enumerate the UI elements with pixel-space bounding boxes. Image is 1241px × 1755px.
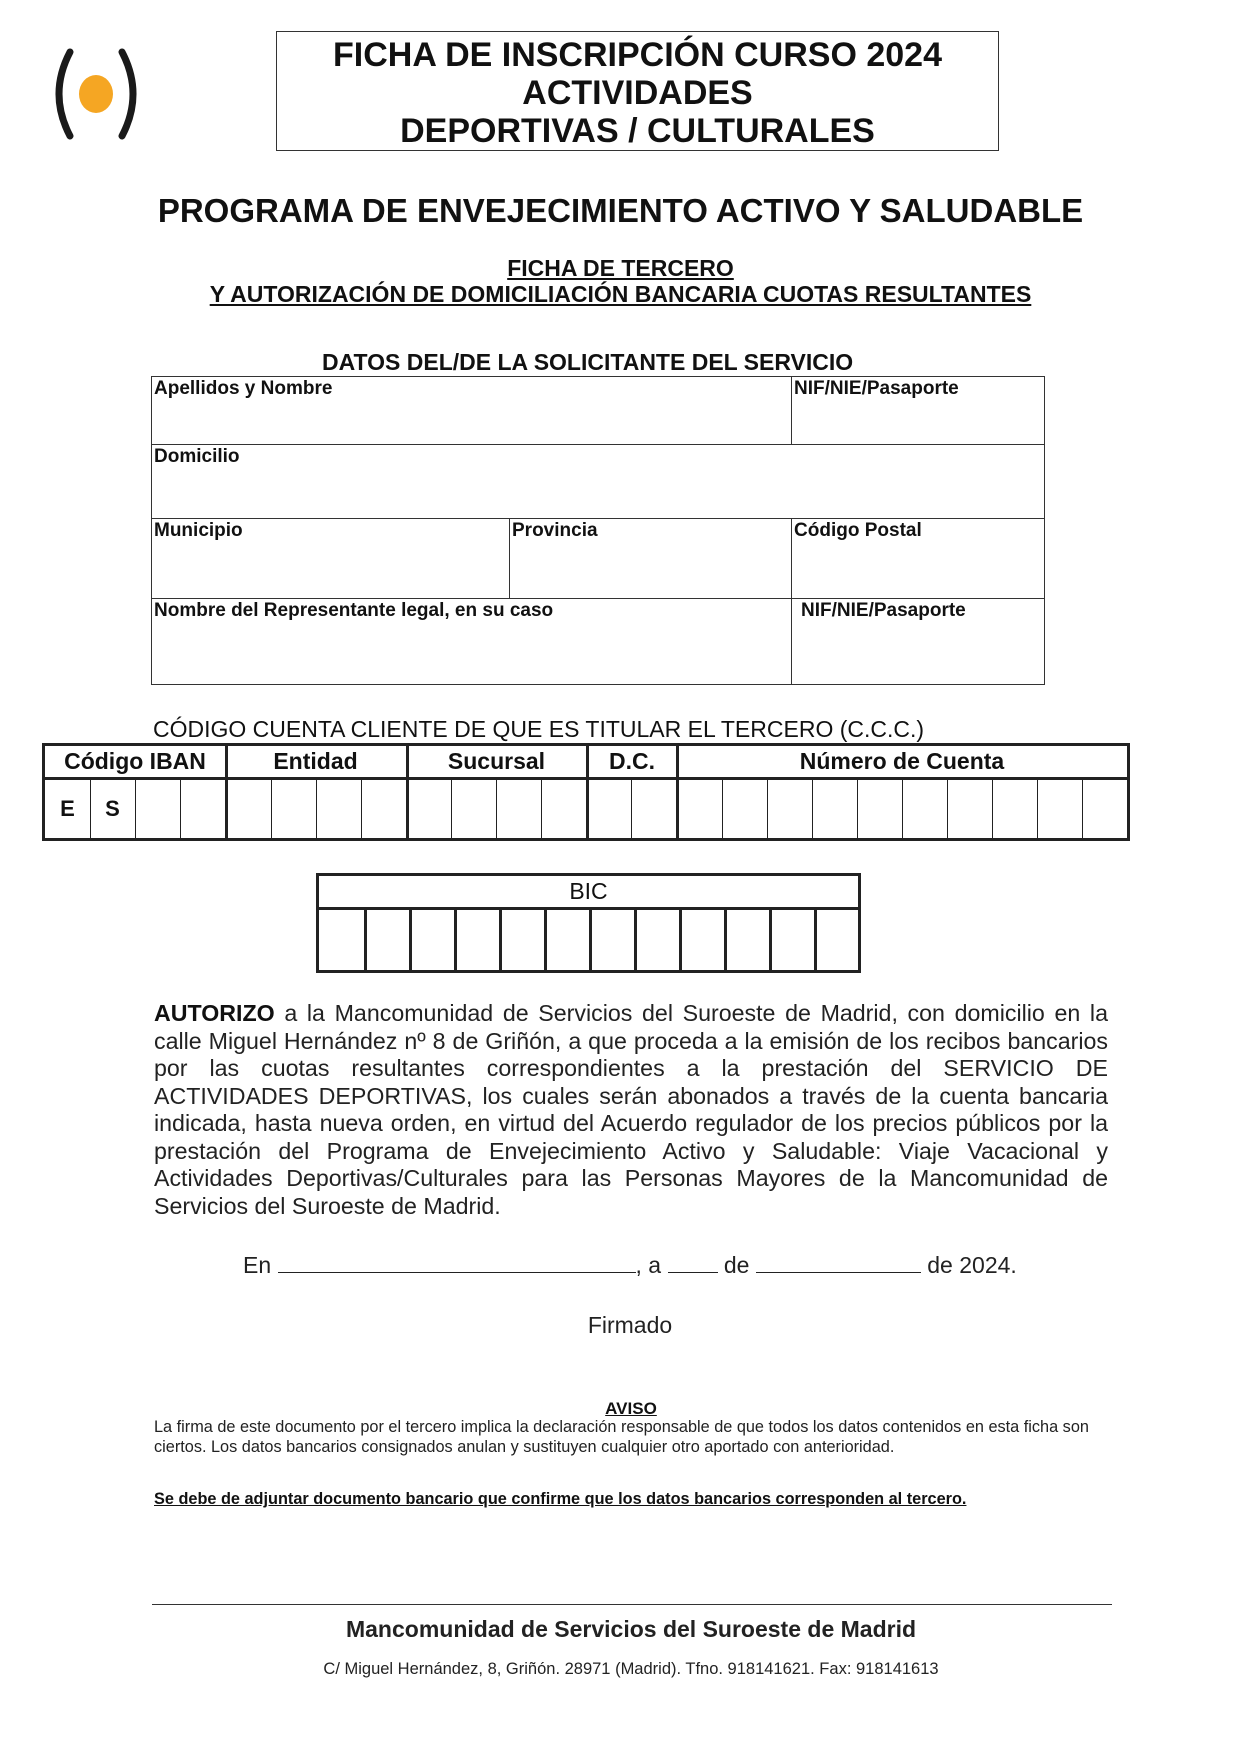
iban-cell-divider [992, 779, 993, 838]
subtitle-line-2: Y AUTORIZACIÓN DE DOMICILIACIÓN BANCARIA CUOTAS RESULTANTES [209, 281, 1032, 307]
bic-cell-divider [814, 909, 817, 970]
form-title-line-2: ACTIVIDADES [522, 74, 753, 112]
bic-cell-divider [544, 909, 547, 970]
iban-cell-divider [316, 779, 317, 838]
day-blank-field[interactable] [668, 1252, 718, 1273]
municipality-field-label: Municipio [154, 520, 243, 541]
bic-cell-divider [769, 909, 772, 970]
representative-nif-field[interactable] [792, 599, 1045, 685]
representative-nif-field-label: NIF/NIE/Pasaporte [801, 600, 966, 621]
postal-code-field-label: Código Postal [794, 520, 922, 541]
date-a-label: , a [635, 1252, 662, 1278]
iban-cell-divider [857, 779, 858, 838]
date-de-label: de [723, 1252, 750, 1278]
municipality-field[interactable] [152, 519, 510, 599]
iban-digit-s: S [105, 796, 120, 821]
bic-header: BIC [569, 878, 608, 904]
form-title-box [276, 31, 999, 151]
form-title-line-1: FICHA DE INSCRIPCIÓN CURSO 2024 [333, 36, 942, 74]
postal-code-field[interactable] [792, 519, 1045, 599]
iban-grid [42, 743, 1130, 841]
iban-header-sucursal: Sucursal [447, 748, 546, 774]
form-title-line-3: DEPORTIVAS / CULTURALES [400, 112, 875, 150]
iban-cell-divider [631, 779, 632, 838]
account-section-title: CÓDIGO CUENTA CLIENTE DE QUE ES TITULAR EL TERCERO (C.C.C.) [153, 716, 925, 742]
address-field[interactable] [152, 445, 1045, 519]
footer-organization: Mancomunidad de Servicios del Suroeste de Madrid [345, 1616, 917, 1642]
bic-cell-divider [634, 909, 637, 970]
signed-label: Firmado [587, 1312, 673, 1338]
date-en-label: En [243, 1252, 272, 1278]
iban-cell-divider [722, 779, 723, 838]
name-field[interactable] [152, 377, 792, 445]
iban-cell-divider [767, 779, 768, 838]
iban-group-divider [676, 746, 679, 838]
bic-header-row [319, 876, 858, 910]
bic-cell-divider [589, 909, 592, 970]
notice-warning: Se debe de adjuntar documento bancario que confirme que los datos bancarios corresponden al tercero. [154, 1490, 967, 1508]
iban-header-numero-cuenta: Número de Cuenta [799, 748, 1005, 774]
iban-group-divider [225, 746, 228, 838]
organization-logo [48, 46, 144, 142]
iban-cell-divider [271, 779, 272, 838]
iban-cell-divider [541, 779, 542, 838]
applicant-data-table [151, 376, 1045, 685]
bic-cell-divider [364, 909, 367, 970]
footer-divider [152, 1604, 1112, 1605]
iban-cell-divider [902, 779, 903, 838]
nif-field-label: NIF/NIE/Pasaporte [794, 378, 959, 399]
iban-cell-divider [135, 779, 136, 838]
representative-field-label: Nombre del Representante legal, en su caso [154, 600, 554, 621]
authorization-keyword: AUTORIZO [154, 1000, 275, 1026]
iban-group-divider [406, 746, 409, 838]
applicant-section-title: DATOS DEL/DE LA SOLICITANTE DEL SERVICIO [322, 349, 854, 375]
nif-field[interactable] [792, 377, 1045, 445]
iban-header-dc: D.C. [609, 748, 655, 774]
iban-cell-divider [1082, 779, 1083, 838]
province-field[interactable] [510, 519, 792, 599]
bic-cell-divider [724, 909, 727, 970]
bic-grid [316, 873, 861, 973]
iban-header-entidad: Entidad [273, 748, 358, 774]
date-year-label: de 2024. [927, 1252, 1017, 1278]
bic-cell-divider [409, 909, 412, 970]
sun-in-parentheses-logo-icon [48, 46, 144, 142]
subtitle-line-1: FICHA DE TERCERO [507, 255, 734, 281]
iban-cell-divider [1037, 779, 1038, 838]
iban-group-divider [586, 746, 589, 838]
bic-cell-divider [454, 909, 457, 970]
notice-title: AVISO [605, 1399, 657, 1418]
month-blank-field[interactable] [756, 1252, 921, 1273]
authorization-text: a la Mancomunidad de Servicios del Suroeste de Madrid, con domicilio en la calle Miguel Hernández nº 8 de Griñón, a que proceda a la emisión de los recibos bancarios por las cuotas resultantes correspondientes a la prestación del SERVICIO DE ACTIVIDADES DEPORTIVAS, los cuales serán abonados a través de la cuenta bancaria indicada, hasta nueva orden, en virtud del Acuerdo regulador de los precios públicos por la prestación del Programa de Envejecimiento Activo y Saludable: Viaje Vacacional y Actividades Deportivas/Culturales para las Personas Mayores de la Mancomunidad de Servicios del Suroeste de Madrid. [154, 1000, 1108, 1219]
iban-cell-divider [451, 779, 452, 838]
date-place-line [243, 1252, 1017, 1279]
iban-digit-e: E [60, 796, 75, 821]
bic-cell-divider [499, 909, 502, 970]
name-field-label: Apellidos y Nombre [154, 378, 333, 399]
iban-cell-divider [180, 779, 181, 838]
iban-cell-divider [947, 779, 948, 838]
footer-address: C/ Miguel Hernández, 8, Griñón. 28971 (Madrid). Tfno. 918141621. Fax: 918141613 [323, 1660, 939, 1678]
address-field-label: Domicilio [154, 446, 240, 467]
bic-cell-divider [679, 909, 682, 970]
authorization-paragraph [154, 1000, 1108, 1220]
iban-cell-divider [812, 779, 813, 838]
iban-cell-divider [496, 779, 497, 838]
notice-text: La firma de este documento por el tercero implica la declaración responsable de que todos los datos contenidos en esta ficha son ciertos. Los datos bancarios consignados anulan y sustituyen cualquier otro aportado con anterioridad. [154, 1418, 1089, 1456]
place-blank-field[interactable] [278, 1252, 636, 1273]
iban-header-codigo-iban: Código IBAN [64, 748, 206, 774]
iban-cell-divider [361, 779, 362, 838]
province-field-label: Provincia [512, 520, 598, 541]
representative-field[interactable] [152, 599, 792, 685]
program-title: PROGRAMA DE ENVEJECIMIENTO ACTIVO Y SALUDABLE [157, 192, 1084, 229]
